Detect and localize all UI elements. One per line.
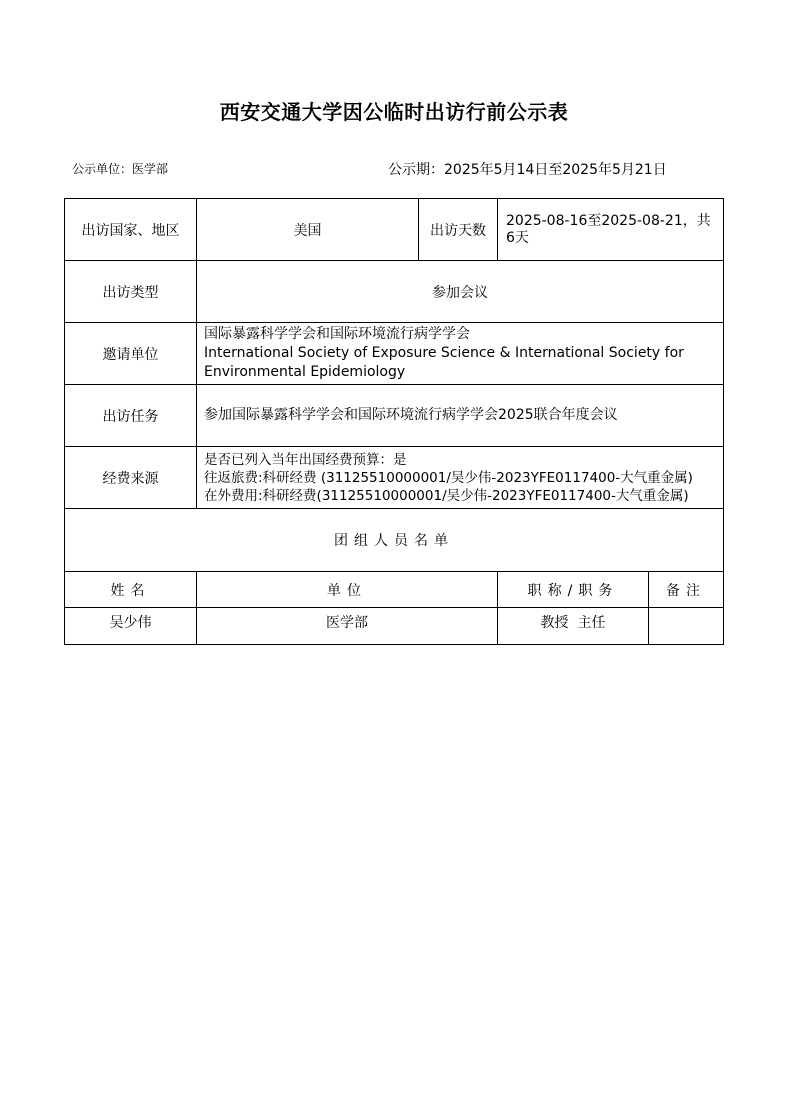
funding-budget-line: 是否已列入当年出国经费预算：是 bbox=[204, 451, 407, 468]
row-task bbox=[65, 385, 724, 447]
member-row bbox=[65, 608, 724, 645]
days-value: 2025-08-16至2025-08-21，共6天 bbox=[498, 199, 724, 261]
inviter-value bbox=[197, 323, 724, 385]
inviter-label: 邀请单位 bbox=[65, 323, 197, 385]
country-value: 美国 bbox=[197, 199, 419, 261]
inviter-line-en2: Environmental Epidemiology bbox=[204, 364, 406, 380]
inviter-line-cn: 国际暴露科学学会和国际环境流行病学学会 bbox=[204, 326, 470, 342]
member-unit: 医学部 bbox=[197, 608, 498, 645]
row-country bbox=[65, 199, 724, 261]
publicity-period: 公示期：2025年5月14日至2025年5月21日 bbox=[388, 162, 667, 178]
row-funding bbox=[65, 447, 724, 509]
page-title: 西安交通大学因公临时出访行前公示表 bbox=[219, 100, 569, 124]
header-unit: 单位 bbox=[197, 572, 498, 608]
funding-label: 经费来源 bbox=[65, 447, 197, 509]
inviter-line-en1: International Society of Exposure Science & International Society for bbox=[204, 345, 684, 361]
row-inviter bbox=[65, 323, 724, 385]
funding-travel-line: 往返旅费:科研经费 (31125510000001/吴少伟-2023YFE0117400-大气重金属) bbox=[204, 469, 693, 486]
funding-value bbox=[197, 447, 724, 509]
type-label: 出访类型 bbox=[65, 261, 197, 323]
days-label: 出访天数 bbox=[419, 199, 498, 261]
row-type bbox=[65, 261, 724, 323]
header-position: 职称/职务 bbox=[498, 572, 649, 608]
member-position: 教授 主任 bbox=[498, 608, 649, 645]
member-header-row bbox=[65, 572, 724, 608]
header-remark: 备注 bbox=[649, 572, 724, 608]
header-name: 姓名 bbox=[65, 572, 197, 608]
member-name: 吴少伟 bbox=[65, 608, 197, 645]
country-label: 出访国家、地区 bbox=[65, 199, 197, 261]
funding-abroad-line: 在外费用:科研经费(31125510000001/吴少伟-2023YFE0117400-大气重金属) bbox=[204, 487, 689, 504]
info-table bbox=[64, 198, 724, 645]
type-value: 参加会议 bbox=[197, 261, 724, 323]
task-label: 出访任务 bbox=[65, 385, 197, 447]
row-group-title bbox=[65, 509, 724, 572]
publishing-unit: 公示单位：医学部 bbox=[72, 162, 169, 176]
group-title: 团组人员名单 bbox=[65, 509, 724, 572]
task-value: 参加国际暴露科学学会和国际环境流行病学学会2025联合年度会议 bbox=[197, 385, 724, 447]
member-remark bbox=[649, 608, 724, 645]
